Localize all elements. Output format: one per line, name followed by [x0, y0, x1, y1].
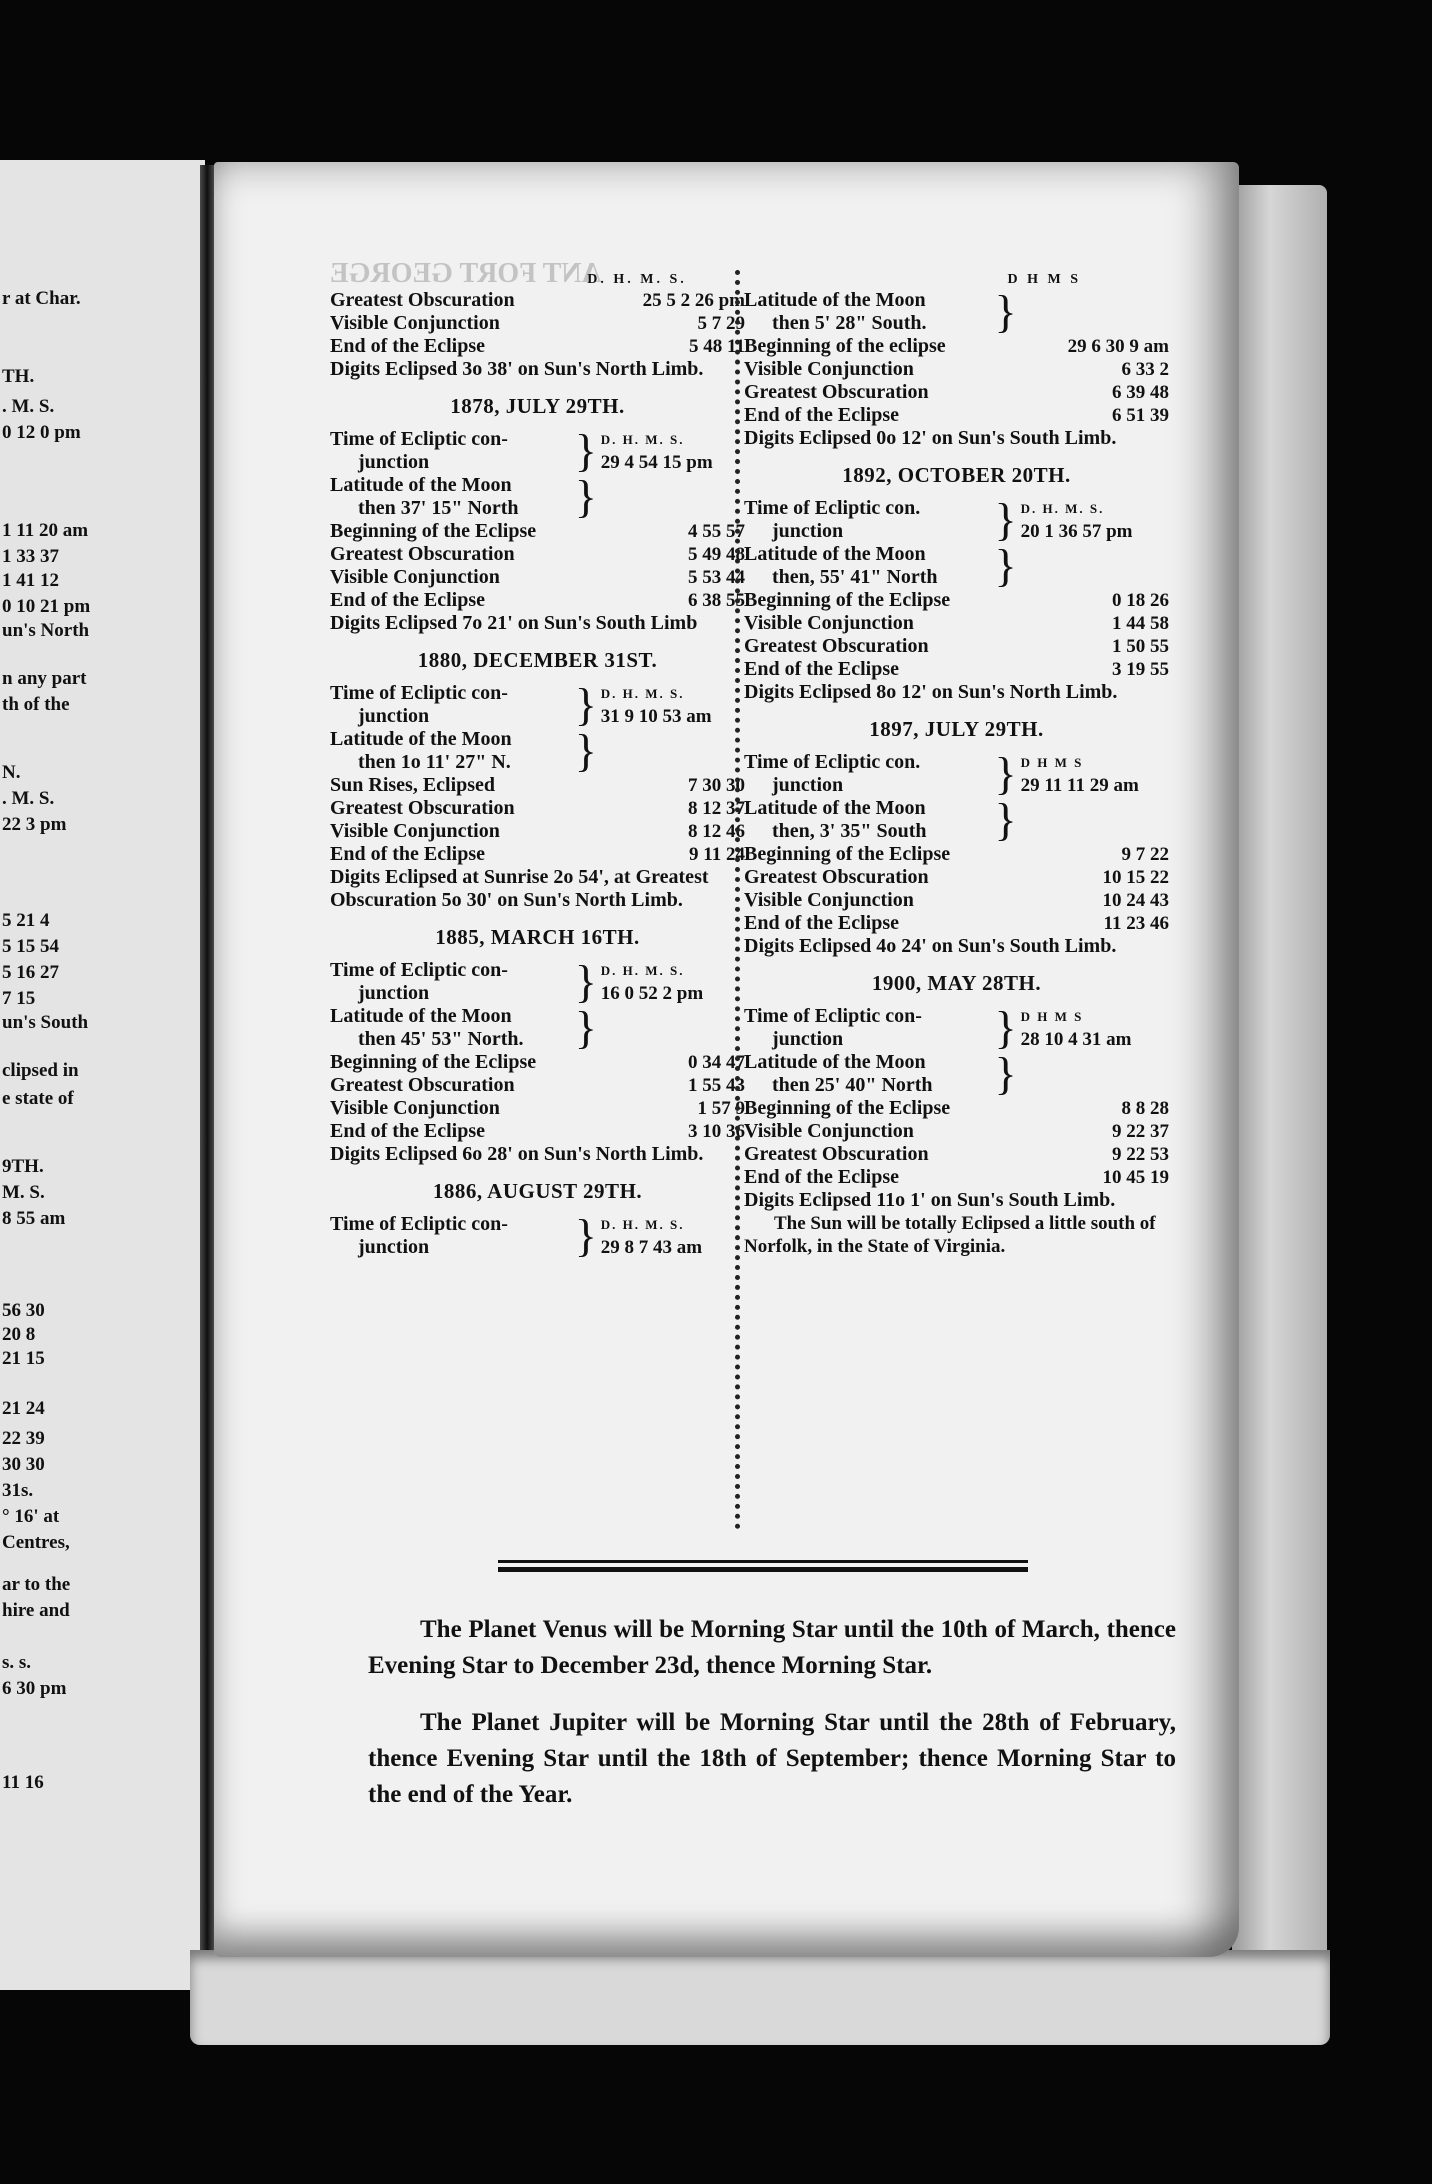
column-heading: D. H. M. S.	[587, 272, 687, 287]
conjunction-value: 29 11 11 29 am	[1020, 775, 1139, 796]
brace-value	[601, 1213, 702, 1259]
row-value: 6 39 48	[1112, 382, 1169, 403]
row-label: Visible Conjunction	[330, 1097, 500, 1119]
brace-glyph: }	[574, 471, 597, 522]
eclipse-column-right	[744, 268, 1169, 1258]
facing-page-text: 20 8	[2, 1324, 36, 1345]
brace-glyph: }	[574, 725, 597, 776]
brace-labels	[330, 959, 571, 1005]
brace-labels	[330, 1213, 571, 1259]
row-label: Beginning of the eclipse	[744, 335, 946, 357]
row-label: Beginning of the Eclipse	[744, 589, 951, 611]
table-row	[744, 658, 1169, 681]
digits-eclipsed: Digits Eclipsed 0o 12' on Sun's South Limb.	[744, 427, 1117, 449]
conjunction-value: 29 4 54 15 pm	[600, 452, 713, 473]
brace-label-line: Latitude of the Moon	[744, 797, 926, 819]
brace-glyph: }	[994, 494, 1017, 545]
facing-page-text: 9TH.	[2, 1156, 44, 1177]
brace-label-line: junction	[772, 520, 844, 542]
brace-label-line: junction	[772, 774, 844, 796]
row-label: Visible Conjunction	[330, 312, 500, 334]
row-label: Greatest Obscuration	[744, 635, 929, 657]
brace-label-line: Latitude of the Moon	[744, 1051, 926, 1073]
brace-labels	[744, 543, 991, 589]
venus-paragraph: The Planet Venus will be Morning Star until the 10th of March, thence Evening Star to December 23d, thence Morning Star.	[368, 1616, 1176, 1679]
facing-page-text: 11 16	[2, 1772, 44, 1793]
brace-glyph: }	[574, 679, 597, 730]
digits-eclipsed: Digits Eclipsed 8o 12' on Sun's North Limb.	[744, 681, 1118, 703]
brace-entry	[744, 1002, 1169, 1053]
facing-page-text: 6 30 pm	[2, 1678, 67, 1699]
row-value: 10 45 19	[1102, 1167, 1169, 1188]
table-row	[744, 635, 1169, 658]
facing-page-text: ° 16' at	[2, 1506, 60, 1527]
brace-entry	[330, 1002, 745, 1053]
eclipse-heading: 1900, MAY 28TH.	[871, 971, 1042, 995]
conjunction-value: 28 10 4 31 am	[1020, 1029, 1132, 1050]
facing-page-text: th of the	[2, 694, 70, 715]
eclipse-heading: 1886, AUGUST 29TH.	[432, 1179, 643, 1203]
brace-entry	[744, 540, 1169, 591]
digits-eclipsed: Digits Eclipsed 4o 24' on Sun's South Limb.	[744, 935, 1117, 957]
column-heading: D H M S	[1007, 272, 1081, 287]
row-label: Visible Conjunction	[744, 612, 914, 634]
table-row	[330, 797, 745, 820]
table-row	[330, 335, 745, 358]
table-row	[330, 820, 745, 843]
brace-labels	[744, 797, 991, 843]
facing-page-text: 22 39	[2, 1428, 45, 1449]
table-row	[330, 1097, 745, 1120]
facing-page-text: n any part	[2, 668, 87, 689]
brace-label-line: Time of Ecliptic con-	[330, 1213, 508, 1235]
brace-value	[1021, 497, 1133, 543]
brace-labels	[330, 728, 571, 774]
row-label: Visible Conjunction	[330, 566, 500, 588]
facing-page-text: 31s.	[2, 1480, 34, 1501]
brace-label-line: Latitude of the Moon	[330, 1005, 512, 1027]
row-label: Visible Conjunction	[744, 1120, 914, 1142]
row-value: 4 55 57	[688, 521, 745, 542]
table-row	[330, 520, 745, 543]
table-row	[330, 1074, 745, 1097]
row-value: 5 49 48	[688, 544, 745, 565]
facing-page-text: hire and	[2, 1600, 70, 1621]
row-value: 10 24 43	[1102, 890, 1169, 911]
facing-page-text: 1 11 20 am	[2, 520, 89, 541]
row-label: End of the Eclipse	[744, 912, 900, 934]
row-value: 1 55 43	[688, 1075, 745, 1096]
facing-page-text: ar to the	[2, 1574, 71, 1595]
table-row	[330, 843, 745, 866]
brace-label-line: Time of Ecliptic con-	[330, 959, 508, 981]
row-label: Greatest Obscuration	[744, 866, 929, 888]
row-value: 8 8 28	[1121, 1098, 1169, 1119]
brace-value	[1021, 751, 1139, 797]
brace-labels	[744, 1005, 991, 1051]
brace-value	[601, 428, 713, 474]
brace-entry	[330, 956, 745, 1007]
table-row	[744, 1166, 1169, 1189]
row-value: 6 38 55	[688, 590, 745, 611]
facing-page-text: un's South	[2, 1012, 89, 1033]
row-value: 3 19 55	[1112, 659, 1169, 680]
eclipse-heading: 1892, OCTOBER 20TH.	[842, 463, 1071, 487]
table-row	[744, 843, 1169, 866]
conjunction-value: 31 9 10 53 am	[600, 706, 712, 727]
brace-glyph: }	[574, 956, 597, 1007]
table-row	[744, 1120, 1169, 1143]
column-heading: D H M S	[1020, 1009, 1084, 1024]
brace-value	[1021, 1005, 1132, 1051]
facing-page-text: e state of	[2, 1088, 74, 1109]
table-row	[330, 289, 745, 312]
brace-label-line: Time of Ecliptic con-	[330, 428, 508, 450]
brace-glyph: }	[994, 748, 1017, 799]
column-heading: D H M S	[1020, 755, 1084, 770]
brace-glyph: }	[994, 1002, 1017, 1053]
brace-label-line: then 45' 53" North.	[358, 1028, 524, 1050]
row-value: 11 23 46	[1103, 913, 1169, 934]
facing-page-text: . M. S.	[2, 396, 55, 417]
facing-page-text: Centres,	[2, 1532, 70, 1553]
row-value: 1 50 55	[1112, 636, 1169, 657]
table-row	[330, 312, 745, 335]
column-heading: D. H. M. S.	[600, 686, 685, 701]
row-value: 6 51 39	[1112, 405, 1169, 426]
table-row	[744, 589, 1169, 612]
row-value: 9 22 37	[1112, 1121, 1169, 1142]
brace-label-line: then 37' 15" North	[358, 497, 519, 519]
table-row	[744, 1097, 1169, 1120]
table-row	[744, 1143, 1169, 1166]
column-heading: D. H. M. S.	[1020, 501, 1105, 516]
table-row	[744, 912, 1169, 935]
facing-page-text: 5 16 27	[2, 962, 59, 983]
brace-label-line: junction	[358, 451, 430, 473]
digits-eclipsed: Digits Eclipsed at Sunrise 2o 54', at Greatest Obscuration 5o 30' on Sun's North Limb.	[330, 866, 709, 911]
bleed-through-header: ANT FORT GEORGE	[330, 258, 602, 289]
table-row	[330, 1051, 745, 1074]
brace-label-line: junction	[358, 982, 430, 1004]
conjunction-value: 29 8 7 43 am	[600, 1237, 703, 1258]
section-rule	[498, 1560, 1028, 1572]
brace-labels	[330, 474, 571, 520]
row-label: Greatest Obscuration	[744, 1143, 929, 1165]
page-edge-bottom	[190, 1950, 1330, 2045]
table-row	[330, 774, 745, 797]
table-row	[744, 889, 1169, 912]
brace-entry	[330, 1210, 745, 1261]
eclipse-heading: 1885, MARCH 16TH.	[435, 925, 640, 949]
row-value: 9 7 22	[1121, 844, 1169, 865]
brace-label-line: then, 3' 35" South	[772, 820, 927, 842]
digits-eclipsed: Digits Eclipsed 6o 28' on Sun's North Limb.	[330, 1143, 704, 1165]
table-row	[744, 612, 1169, 635]
brace-entry	[330, 725, 745, 776]
brace-glyph: }	[994, 540, 1017, 591]
table-row	[744, 381, 1169, 404]
brace-labels	[330, 1005, 571, 1051]
brace-entry	[744, 286, 1169, 337]
table-row	[330, 566, 745, 589]
brace-label-line: Latitude of the Moon	[744, 543, 926, 565]
brace-entry	[744, 794, 1169, 845]
row-label: Greatest Obscuration	[330, 289, 515, 311]
row-label: Greatest Obscuration	[330, 543, 515, 565]
facing-page-text: 0 12 0 pm	[2, 422, 81, 443]
brace-label-line: Latitude of the Moon	[744, 289, 926, 311]
row-label: Greatest Obscuration	[330, 797, 515, 819]
row-label: End of the Eclipse	[330, 335, 486, 357]
row-value: 1 57 9	[697, 1098, 745, 1119]
row-label: Greatest Obscuration	[330, 1074, 515, 1096]
brace-label-line: then 5' 28" South.	[772, 312, 927, 334]
facing-page-text: . M. S.	[2, 788, 55, 809]
table-row	[744, 404, 1169, 427]
row-value: 0 18 26	[1112, 590, 1169, 611]
digits-eclipsed: Digits Eclipsed 3o 38' on Sun's North Limb.	[330, 358, 704, 380]
brace-value	[601, 959, 703, 1005]
facing-page-text: 7 15	[2, 988, 36, 1009]
row-value: 3 10 36	[688, 1121, 745, 1142]
row-value: 6 33 2	[1121, 359, 1169, 380]
brace-label-line: then 25' 40" North	[772, 1074, 933, 1096]
facing-page-text: 8 55 am	[2, 1208, 66, 1229]
brace-label-line: junction	[358, 705, 430, 727]
column-heading: D. H. M. S.	[600, 963, 685, 978]
facing-page-text: TH.	[2, 366, 35, 387]
row-value: 5 48 11	[689, 336, 745, 357]
brace-entry	[744, 748, 1169, 799]
table-row	[744, 866, 1169, 889]
brace-entry	[330, 471, 745, 522]
brace-value	[601, 682, 712, 728]
facing-page-text: s. s.	[2, 1652, 32, 1673]
row-value: 0 34 47	[688, 1052, 745, 1073]
brace-label-line: Latitude of the Moon	[330, 728, 512, 750]
facing-page-text: r at Char.	[2, 288, 81, 309]
brace-glyph: }	[994, 794, 1017, 845]
row-value: 7 30 30	[688, 775, 745, 796]
brace-label-line: then 1o 11' 27" N.	[358, 751, 511, 773]
row-value: 9 11 24	[689, 844, 745, 865]
facing-page-text: 1 33 37	[2, 546, 59, 567]
row-label: Beginning of the Eclipse	[330, 1051, 537, 1073]
brace-labels	[330, 682, 571, 728]
row-value: 9 22 53	[1112, 1144, 1169, 1165]
brace-labels	[744, 289, 991, 335]
brace-labels	[330, 428, 571, 474]
row-value: 1 44 58	[1112, 613, 1169, 634]
row-value: 8 12 37	[688, 798, 745, 819]
row-label: End of the Eclipse	[330, 1120, 486, 1142]
facing-page-text: M. S.	[2, 1182, 45, 1203]
brace-label-line: junction	[358, 1236, 430, 1258]
facing-page-text: 21 15	[2, 1348, 45, 1369]
facing-page-text: un's North	[2, 620, 90, 641]
table-row	[330, 1120, 745, 1143]
jupiter-paragraph: The Planet Jupiter will be Morning Star until the 28th of February, thence Evening Star until the 18th of September; thence Morning Star to the end of the Year.	[368, 1709, 1176, 1808]
facing-page-fragment	[0, 160, 205, 1990]
row-value: 25 5 2 26 pm	[642, 290, 745, 311]
table-row	[744, 335, 1169, 358]
row-label: End of the Eclipse	[330, 589, 486, 611]
row-value: 5 53 44	[688, 567, 745, 588]
row-label: Greatest Obscuration	[744, 381, 929, 403]
row-label: Visible Conjunction	[744, 889, 914, 911]
row-label: Visible Conjunction	[744, 358, 914, 380]
facing-page-text: 21 24	[2, 1398, 45, 1419]
facing-page-text: 22 3 pm	[2, 814, 67, 835]
row-value: 29 6 30 9 am	[1067, 336, 1169, 357]
brace-glyph: }	[574, 1002, 597, 1053]
facing-page-text: 56 30	[2, 1300, 45, 1321]
eclipse-heading: 1897, JULY 29TH.	[869, 717, 1044, 741]
brace-labels	[744, 497, 991, 543]
table-row	[330, 543, 745, 566]
row-label: Beginning of the Eclipse	[744, 843, 951, 865]
row-label: End of the Eclipse	[330, 843, 486, 865]
brace-glyph: }	[574, 1210, 597, 1261]
row-value: 5 7 29	[697, 313, 745, 334]
eclipse-note: The Sun will be totally Eclipsed a little south of Norfolk, in the State of Virginia.	[744, 1213, 1156, 1257]
brace-label-line: Time of Ecliptic con.	[744, 751, 921, 773]
brace-entry	[330, 425, 745, 476]
digits-eclipsed: Digits Eclipsed 11o 1' on Sun's South Limb.	[744, 1189, 1116, 1211]
brace-glyph: }	[574, 425, 597, 476]
eclipse-heading: 1880, DECEMBER 31ST.	[417, 648, 658, 672]
column-divider	[735, 270, 740, 1530]
row-label: End of the Eclipse	[744, 1166, 900, 1188]
brace-label-line: Latitude of the Moon	[330, 474, 512, 496]
table-row	[744, 358, 1169, 381]
eclipse-heading: 1878, JULY 29TH.	[450, 394, 625, 418]
facing-page-text: 1 41 12	[2, 570, 59, 591]
row-label: Beginning of the Eclipse	[330, 520, 537, 542]
facing-page-text: 0 10 21 pm	[2, 596, 91, 617]
facing-page-text: N.	[2, 762, 21, 783]
brace-glyph: }	[994, 1048, 1017, 1099]
brace-entry	[744, 494, 1169, 545]
brace-labels	[744, 1051, 991, 1097]
conjunction-value: 16 0 52 2 pm	[600, 983, 704, 1004]
table-row	[330, 589, 745, 612]
brace-glyph: }	[994, 286, 1017, 337]
row-label: Sun Rises, Eclipsed	[330, 774, 496, 796]
digits-eclipsed: Digits Eclipsed 7o 21' on Sun's South Limb	[330, 612, 698, 634]
row-label: End of the Eclipse	[744, 404, 900, 426]
facing-page-text: 30 30	[2, 1454, 45, 1475]
conjunction-value: 20 1 36 57 pm	[1020, 521, 1133, 542]
brace-label-line: then, 55' 41" North	[772, 566, 938, 588]
facing-page-text: 5 21 4	[2, 910, 50, 931]
facing-page-text: clipsed in	[2, 1060, 79, 1081]
row-value: 8 12 46	[688, 821, 745, 842]
brace-entry	[330, 679, 745, 730]
row-value: 10 15 22	[1102, 867, 1169, 888]
eclipse-column-left	[330, 268, 745, 1259]
row-label: Visible Conjunction	[330, 820, 500, 842]
brace-label-line: Time of Ecliptic con-	[744, 1005, 922, 1027]
facing-page-text: 5 15 54	[2, 936, 59, 957]
brace-entry	[744, 1048, 1169, 1099]
row-label: Beginning of the Eclipse	[744, 1097, 951, 1119]
column-heading: D. H. M. S.	[600, 1217, 685, 1232]
column-heading: D. H. M. S.	[600, 432, 685, 447]
page-edge-right	[1232, 185, 1327, 1985]
brace-labels	[744, 751, 991, 797]
row-label: End of the Eclipse	[744, 658, 900, 680]
brace-label-line: Time of Ecliptic con-	[330, 682, 508, 704]
brace-label-line: junction	[772, 1028, 844, 1050]
brace-label-line: Time of Ecliptic con.	[744, 497, 921, 519]
